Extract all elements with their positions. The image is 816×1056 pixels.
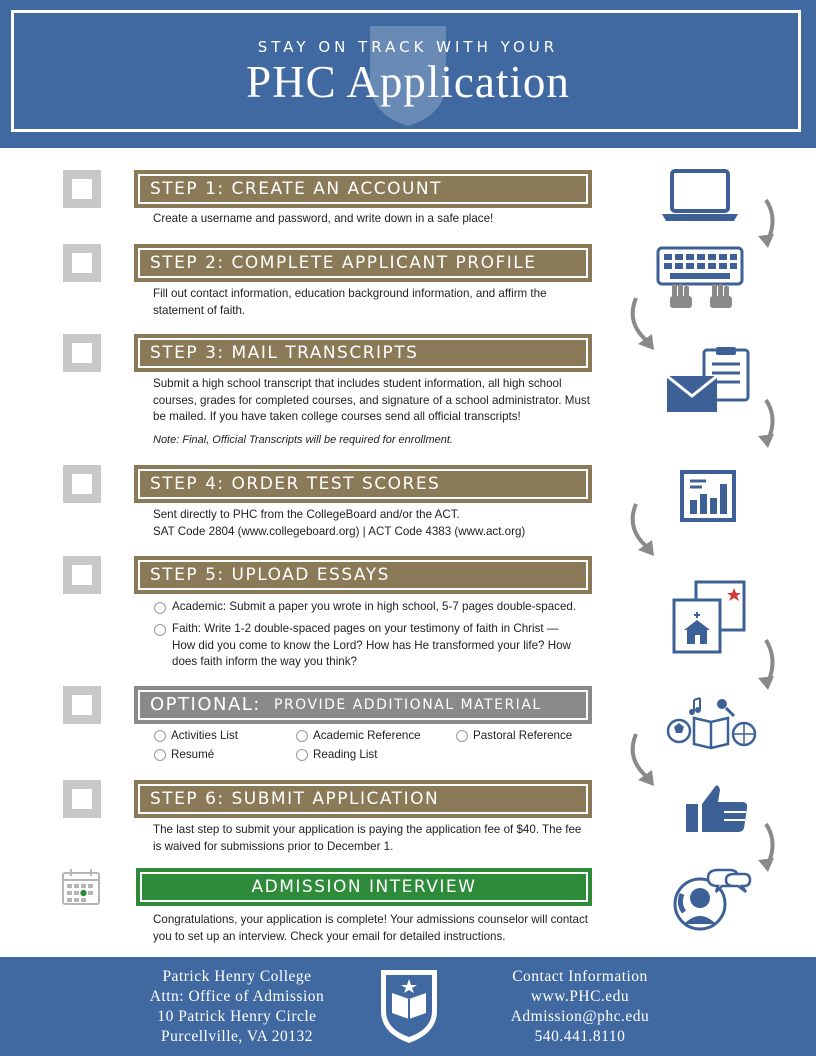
footer-address-line: Purcellville, VA 20132 <box>160 1028 314 1045</box>
laptop-icon <box>660 168 740 224</box>
arrow-down-right-icon <box>624 500 660 562</box>
step2-title: STEP 2: COMPLETE APPLICANT PROFILE <box>150 253 537 273</box>
interview-title: ADMISSION INTERVIEW <box>251 877 477 897</box>
arrow-down-left-icon <box>752 396 782 456</box>
step3-checkbox[interactable] <box>63 334 101 372</box>
step6-checkbox[interactable] <box>63 780 101 818</box>
phone-chat-icon <box>670 866 754 938</box>
footer-phone: 540.441.8110 <box>534 1028 626 1045</box>
radio-icon[interactable] <box>154 749 166 761</box>
essay1-radio[interactable] <box>154 602 166 614</box>
step4-banner <box>134 465 592 503</box>
optional-item-academic-reference[interactable]: Academic Reference <box>296 729 421 742</box>
documents-church-icon <box>670 578 750 658</box>
footer-contact-heading: Contact Information <box>512 968 648 985</box>
mail-clipboard-icon <box>664 346 752 416</box>
step3-banner <box>134 334 592 372</box>
footer-website-link[interactable]: www.PHC.edu <box>530 988 630 1005</box>
optional-title-a: OPTIONAL: <box>150 694 261 715</box>
arrow-down-left-icon <box>752 196 782 256</box>
optional-item-activities[interactable]: Activities List <box>154 729 238 742</box>
radio-icon[interactable] <box>154 730 166 742</box>
step1-banner <box>134 170 592 208</box>
step6-banner <box>134 780 592 818</box>
step5-checkbox[interactable] <box>63 556 101 594</box>
step1-checkbox[interactable] <box>63 170 101 208</box>
essay1-text: Academic: Submit a paper you wrote in high school, 5-7 pages double-spaced. <box>172 600 577 613</box>
arrow-down-left-icon <box>752 636 782 698</box>
step4-checkbox[interactable] <box>63 465 101 503</box>
header-subtitle: STAY ON TRACK WITH YOUR <box>257 38 559 56</box>
step1-title: STEP 1: CREATE AN ACCOUNT <box>150 179 443 199</box>
optional-title-b: PROVIDE ADDITIONAL MATERIAL <box>274 697 542 713</box>
arrow-down-right-icon <box>624 730 660 792</box>
footer-email-link[interactable]: Admission@phc.edu <box>510 1008 650 1025</box>
radio-icon[interactable] <box>456 730 468 742</box>
essay2-radio[interactable] <box>154 624 166 636</box>
step3-note: Note: Final, Official Transcripts will be required for enrollment. <box>153 434 453 446</box>
thumbs-up-icon <box>684 782 750 834</box>
essay2-text: Faith: Write 1-2 double-spaced pages on your testimony of faith in Christ — How did you come to know the Lord? How has He transformed your life? How does faith inform the way you think? <box>172 622 571 668</box>
footer-address-line: Attn: Office of Admission <box>149 988 325 1005</box>
keyboard-icon <box>656 246 744 310</box>
optional-item-reading-list[interactable]: Reading List <box>296 748 377 761</box>
optional-checkbox[interactable] <box>63 686 101 724</box>
radio-icon[interactable] <box>296 749 308 761</box>
step6-desc: The last step to submit your application is paying the application fee of $40. The fee is waived for submissions prior to December 1. <box>153 823 582 853</box>
footer-address-line: Patrick Henry College <box>162 968 312 985</box>
step2-banner <box>134 244 592 282</box>
step2-checkbox[interactable] <box>63 244 101 282</box>
arrow-down-right-icon <box>624 294 660 356</box>
calendar-icon <box>61 868 101 906</box>
step3-title: STEP 3: MAIL TRANSCRIPTS <box>150 343 419 363</box>
bar-chart-icon <box>680 470 736 522</box>
step4-line1: Sent directly to PHC from the CollegeBoard and/or the ACT. <box>153 508 460 521</box>
footer-address-line: 10 Patrick Henry Circle <box>157 1008 317 1025</box>
optional-item-resume[interactable]: Resumé <box>154 748 214 761</box>
step6-title: STEP 6: SUBMIT APPLICATION <box>150 789 440 809</box>
arrow-down-left-icon <box>752 820 782 880</box>
step1-desc: Create a username and password, and write down in a safe place! <box>153 212 494 225</box>
step3-desc: Submit a high school transcript that includes student information, all high school courses, grades for completed courses, and signature of a school administrator. Must be mailed. If you have taken college courses send all official transcripts! <box>153 377 590 423</box>
footer-address <box>112 967 362 1047</box>
optional-banner <box>134 686 592 724</box>
radio-icon[interactable] <box>296 730 308 742</box>
interview-banner <box>136 868 592 906</box>
header <box>0 0 816 148</box>
header-title: PHC Application <box>246 57 570 107</box>
crest-icon <box>378 967 440 1045</box>
optional-item-pastoral-reference[interactable]: Pastoral Reference <box>456 729 572 742</box>
step4-line2: SAT Code 2804 (www.collegeboard.org) | ACT Code 4383 (www.act.org) <box>153 525 526 538</box>
footer <box>0 957 816 1056</box>
interview-desc: Congratulations, your application is complete! Your admissions counselor will contact you to set up an interview. Check your email for detailed instructions. <box>153 913 588 943</box>
step2-desc: Fill out contact information, education background information, and affirm the statement of faith. <box>153 287 547 317</box>
step5-title: STEP 5: UPLOAD ESSAYS <box>150 565 390 585</box>
footer-contact <box>490 967 670 1047</box>
activities-icon <box>664 694 758 750</box>
step4-title: STEP 4: ORDER TEST SCORES <box>150 474 441 494</box>
step5-banner <box>134 556 592 594</box>
